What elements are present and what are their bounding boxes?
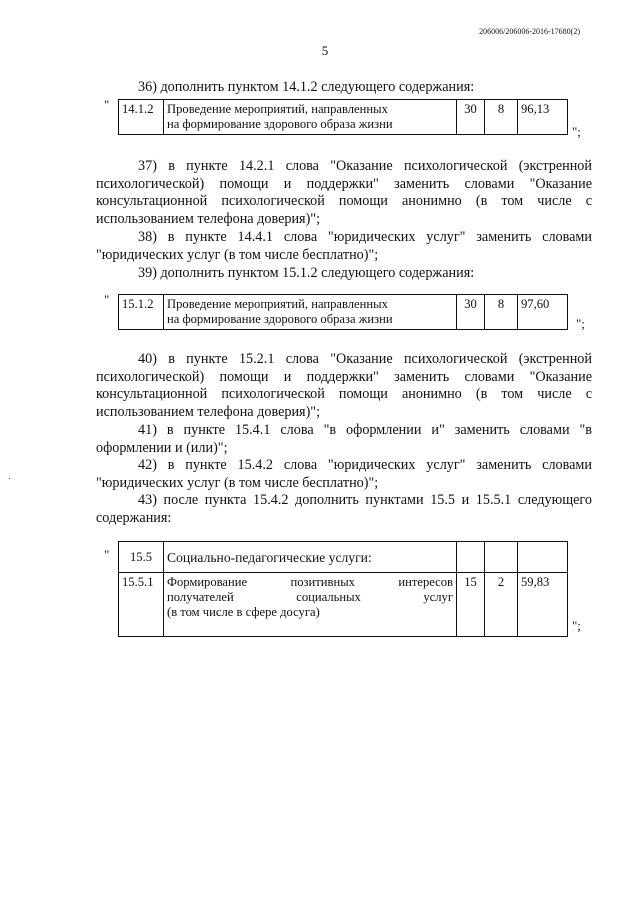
item-42: 42) в пункте 15.4.2 слова "юридических услуг" заменить словами "юридических услуг (в том числе бесплатно)"; xyxy=(96,457,592,491)
table-row xyxy=(119,100,568,135)
cell-text: Социально-педагогические услуги: xyxy=(164,542,457,573)
quote-open-3: " xyxy=(104,547,110,562)
quote-close-1: "; xyxy=(572,124,581,139)
item-37: 37) в пункте 14.2.1 слова "Оказание психологической (экстренной психологической) помощи и поддержки" заменить словами "Оказание консультационной психологической помощи анонимно (в том числе с использованием телефона доверия)"; xyxy=(96,158,592,227)
quote-open-2: " xyxy=(104,292,110,307)
cell-value-c: 59,83 xyxy=(518,573,568,637)
cell-number: 15.1.2 xyxy=(119,295,164,330)
scan-speck xyxy=(9,478,10,479)
cell-number: 15.5.1 xyxy=(119,573,164,637)
cell-text-line1: Формирование позитивных интересов xyxy=(167,575,453,589)
cell-empty xyxy=(457,542,485,573)
cell-empty xyxy=(518,542,568,573)
document-id: 206006/206006-2016-17680(2) xyxy=(479,27,580,36)
cell-text xyxy=(164,100,457,135)
item-40: 40) в пункте 15.2.1 слова "Оказание психологической (экстренной психологической) помощи и поддержки" заменить словами "Оказание консультационной психологической помощи анонимно (в том числе с использованием телефона доверия)"; xyxy=(96,351,592,420)
cell-empty xyxy=(485,542,518,573)
cell-value-b: 2 xyxy=(485,573,518,637)
cell-number: 15.5 xyxy=(119,542,164,573)
table-item-14-1-2 xyxy=(118,99,568,135)
cell-text-line1: Проведение мероприятий, направленных xyxy=(167,102,388,116)
cell-value-b: 8 xyxy=(485,100,518,135)
cell-text-line2: получателей социальных услуг xyxy=(167,590,453,604)
cell-value-a: 30 xyxy=(457,295,485,330)
cell-value-c: 96,13 xyxy=(518,100,568,135)
cell-text-line2: на формирование здорового образа жизни xyxy=(167,312,393,326)
item-36: 36) дополнить пунктом 14.1.2 следующего содержания: xyxy=(138,79,475,95)
cell-text-line3: (в том числе в сфере досуга) xyxy=(167,605,320,619)
item-41: 41) в пункте 15.4.1 слова "в оформлении и" заменить словами "в оформлении и (или)"; xyxy=(96,422,592,456)
cell-value-a: 15 xyxy=(457,573,485,637)
quote-open-1: " xyxy=(104,97,110,112)
table-item-15-1-2 xyxy=(118,294,568,330)
cell-text xyxy=(164,295,457,330)
cell-text xyxy=(164,573,457,637)
cell-number: 14.1.2 xyxy=(119,100,164,135)
item-39: 39) дополнить пунктом 15.1.2 следующего содержания: xyxy=(138,265,475,281)
table-row xyxy=(119,542,568,573)
cell-value-a: 30 xyxy=(457,100,485,135)
cell-text-line1: Проведение мероприятий, направленных xyxy=(167,297,388,311)
cell-text-line2: на формирование здорового образа жизни xyxy=(167,117,393,131)
page-number: 5 xyxy=(321,43,329,58)
cell-value-b: 8 xyxy=(485,295,518,330)
item-38: 38) в пункте 14.4.1 слова "юридических услуг" заменить словами "юридических услуг (в том числе бесплатно)"; xyxy=(96,229,592,263)
table-row xyxy=(119,295,568,330)
quote-close-3: "; xyxy=(572,618,581,633)
table-row xyxy=(119,573,568,637)
quote-close-2: "; xyxy=(576,316,585,331)
cell-value-c: 97,60 xyxy=(518,295,568,330)
table-item-15-5 xyxy=(118,541,568,637)
item-43: 43) после пункта 15.4.2 дополнить пунктами 15.5 и 15.5.1 следующего содержания: xyxy=(96,492,592,526)
